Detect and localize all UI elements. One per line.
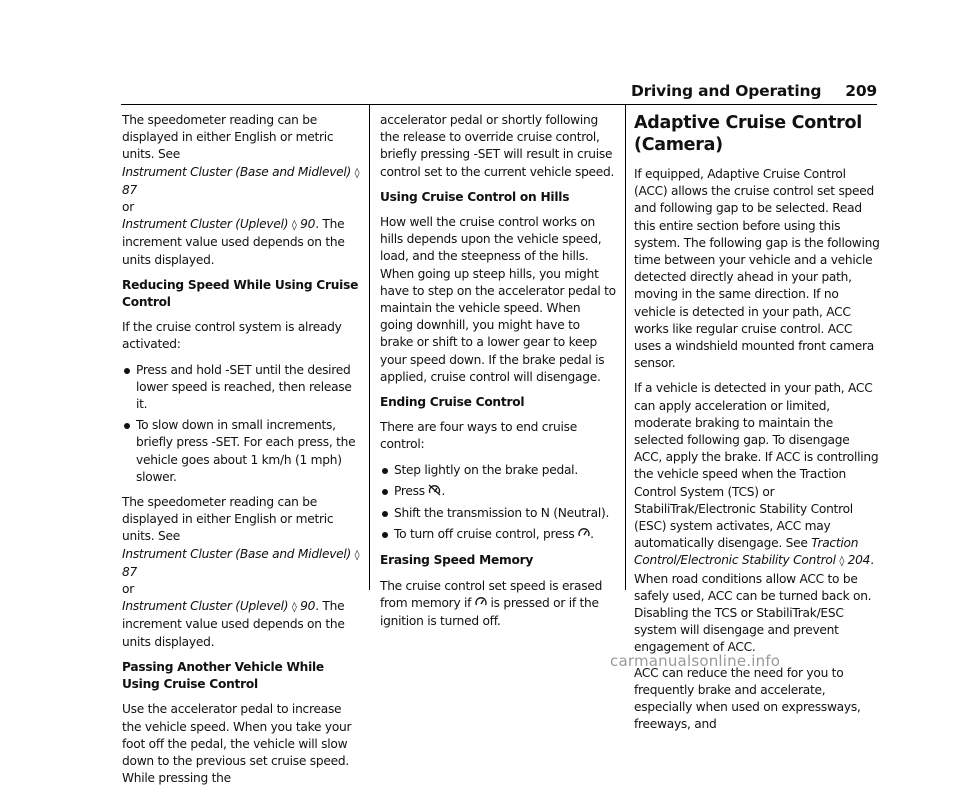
paragraph (122, 494, 362, 651)
page-ref-number[interactable]: 87 (122, 564, 138, 579)
subheading: Ending Cruise Control (380, 395, 525, 410)
paragraph: If the cruise control system is already activated: (122, 320, 342, 352)
page-header (0, 82, 877, 106)
list-item: Press and hold -SET until the desired lower speed is reached, then release it. (122, 362, 362, 414)
page-ref-arrow-icon: ◊ (291, 602, 297, 614)
text: . (590, 527, 594, 542)
list-item: Shift the transmission to N (Neutral). (380, 505, 616, 522)
section-title: Driving and Operating (630, 82, 822, 100)
paragraph (122, 112, 362, 269)
paragraph: Use the accelerator pedal to increase the vehicle speed. When you take your foot off the pedal, the vehicle will slow down to the previous set cruise speed. While pressing the (122, 702, 352, 786)
paragraph: There are four ways to end cruise control: (380, 420, 577, 452)
text: . The increment value used depends on the units displayed. (122, 217, 345, 267)
text: . The increment value used depends on the units displayed. (122, 599, 345, 649)
text: The speedometer reading can be displayed in either English or metric units. See (122, 495, 334, 544)
text: . (441, 483, 446, 498)
text: To turn off cruise control, press (394, 527, 575, 542)
page-ref-number[interactable]: 87 (122, 182, 138, 197)
paragraph (634, 380, 880, 656)
cruise-cancel-icon (428, 484, 441, 501)
text: or (122, 200, 134, 215)
column-divider (369, 104, 370, 590)
page-ref-arrow-icon: ◊ (839, 556, 845, 568)
cruise-on-off-icon (578, 527, 590, 544)
list-item: To slow down in small increments, briefly press -SET. For each press, the vehicle goes about 1 km/h (1 mph) slower. (122, 417, 362, 486)
column-1 (122, 112, 362, 795)
paragraph (380, 578, 616, 631)
text: or (122, 582, 134, 597)
paragraph: accelerator pedal or shortly following the release to override cruise control, briefly pressing -SET will result in cruise control set to the current vehicle speed. (380, 113, 615, 179)
paragraph: If equipped, Adaptive Cruise Control (ACC) allows the cruise control set speed and following gap to be selected. Read this entire section before using this system. The following gap is the following time between your vehicle and a vehicle detected directly ahead in your path, moving in the same direction. If no vehicle is detected in your path, ACC works like regular cruise control. ACC uses a windshield mounted front camera sensor. (634, 167, 880, 371)
page-ref-arrow-icon: ◊ (354, 167, 360, 179)
text: . When road conditions allow ACC to be safely used, ACC can be turned back on. Disabling the TCS or StabiliTrak/ESC system will disengage and prevent engagement of ACC. (634, 553, 874, 655)
text: is pressed or if the ignition is turned off. (380, 595, 599, 629)
page-ref-number[interactable]: 90 (300, 217, 316, 232)
page-ref-arrow-icon: ◊ (354, 549, 360, 561)
page-ref-number[interactable]: 90 (300, 599, 316, 614)
header-rule (121, 104, 877, 105)
column-2 (380, 112, 616, 638)
cross-reference-link[interactable]: Instrument Cluster (Base and Midlevel) (122, 546, 352, 561)
list-item (380, 483, 616, 501)
subheading: Passing Another Vehicle While Using Cruise Control (122, 659, 324, 692)
column-3 (634, 112, 880, 742)
page-ref-arrow-icon: ◊ (291, 220, 297, 232)
watermark: carmanualsonline.info (610, 652, 781, 670)
cross-reference-link[interactable]: Instrument Cluster (Uplevel) (122, 217, 289, 232)
subheading: Erasing Speed Memory (380, 553, 534, 568)
cross-reference-link[interactable]: Instrument Cluster (Base and Midlevel) (122, 164, 352, 179)
page-ref-number[interactable]: 204 (847, 553, 871, 568)
text: If a vehicle is detected in your path, ACC can apply acceleration or limited, moderate braking to maintain the selected following gap. To disengage ACC, apply the brake. If ACC is controlling the vehicle speed when the Traction Control System (TCS) or StabiliTrak/Electronic Stability Control (ESC) system activates, ACC may automatically disengage. See (634, 381, 879, 551)
bullet-list (122, 362, 362, 486)
paragraph: How well the cruise control works on hills depends upon the vehicle speed, load, and the steepness of the hills. When going up steep hills, you might have to step on the accelerator pedal to maintain the vehicle speed. When going downhill, you might have to brake or shift to a lower gear to keep your speed down. If the brake pedal is applied, cruise control will disengage. (380, 215, 616, 384)
column-divider (625, 104, 626, 590)
cruise-on-off-icon (475, 596, 487, 613)
bullet-list (380, 462, 616, 545)
list-item (380, 526, 616, 544)
paragraph: ACC can reduce the need for you to frequently brake and accelerate, especially when used on expressways, freeways, and (634, 665, 861, 732)
section-heading: Adaptive Cruise Control (Camera) (634, 113, 862, 155)
text: The speedometer reading can be displayed in either English or metric units. See (122, 113, 334, 162)
subheading: Reducing Speed While Using Cruise Control (122, 277, 359, 310)
page-number: 209 (845, 82, 877, 100)
cross-reference-link[interactable]: Traction Control/Electronic Stability Control (634, 536, 859, 568)
text: The cruise control set speed is erased from memory if (380, 578, 603, 610)
text: Press (394, 483, 425, 498)
subheading: Using Cruise Control on Hills (380, 189, 570, 204)
list-item: Step lightly on the brake pedal. (380, 462, 616, 479)
cross-reference-link[interactable]: Instrument Cluster (Uplevel) (122, 599, 289, 614)
